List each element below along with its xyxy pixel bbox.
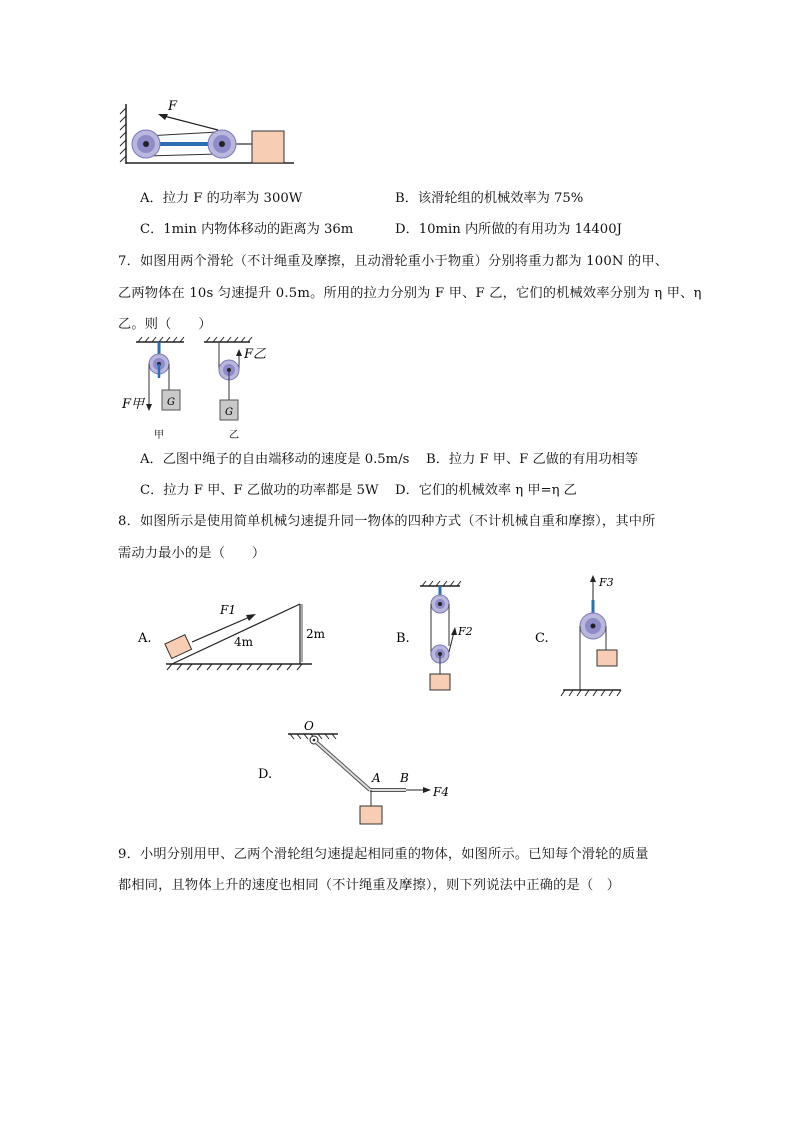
q7-option-c: C．拉力 F 甲、F 乙做功的功率都是 5W: [140, 483, 379, 498]
q8-b-label: B.: [396, 631, 410, 646]
q8-a-height: 2m: [306, 627, 326, 641]
q8-d-point-a: A: [372, 771, 381, 785]
q8-a-length: 4m: [234, 635, 254, 649]
q8-figure-d-lever: [256, 716, 456, 828]
q8-figure-c-pulley: [533, 570, 633, 698]
q8-stem-line2: 需动力最小的是（ ）: [118, 546, 266, 561]
q8-figure-a-incline: [136, 596, 326, 676]
q7-force-yi: F乙: [244, 347, 267, 362]
q6-pulley-figure: [118, 96, 318, 168]
q7-option-a: A．乙图中绳子的自由端移动的速度是 0.5m/s: [140, 452, 410, 467]
q7-option-d: D．它们的机械效率 η 甲=η 乙: [395, 483, 577, 498]
q6-option-d: D．10min 内所做的有用功为 14400J: [395, 222, 622, 237]
q8-d-pivot: O: [304, 719, 314, 733]
q8-c-label: C.: [535, 631, 549, 646]
q8-d-point-b: B: [400, 771, 409, 785]
q9-stem-line2: 都相同，且物体上升的速度也相同（不计绳重及摩擦），则下列说法中正确的是（ ）: [118, 878, 621, 893]
q7-stem-line3: 乙。则（ ）: [118, 317, 212, 332]
q6-option-b: B．该滑轮组的机械效率为 75%: [395, 191, 584, 206]
q8-c-force: F3: [599, 576, 614, 589]
q7-stem-line2: 乙两物体在 10s 匀速提升 0.5m。所用的拉力分别为 F 甲、F 乙，它们的机械效率分别为 η 甲、η: [118, 286, 702, 301]
q8-figure-b-pulley: [394, 580, 484, 692]
q7-weight-label-jia: G: [167, 397, 175, 408]
q6-option-c: C．1min 内物体移动的距离为 36m: [140, 222, 354, 237]
q8-d-label: D.: [258, 767, 273, 782]
q8-a-force: F1: [220, 603, 236, 617]
q7-pulley-figure: [118, 334, 278, 444]
q7-stem-line1: 7．如图用两个滑轮（不计绳重及摩擦，且动滑轮重小于物重）分别将重力都为 100N 的甲、: [118, 254, 669, 269]
q8-d-force: F4: [433, 785, 449, 799]
q8-stem-line1: 8．如图所示是使用简单机械匀速提升同一物体的四种方式（不计机械自重和摩擦），其中所: [118, 514, 656, 529]
q7-caption-yi: 乙: [229, 430, 239, 441]
q6-option-a: A．拉力 F 的功率为 300W: [140, 191, 303, 206]
q7-force-jia: F甲: [122, 397, 145, 412]
q8-a-label: A.: [138, 631, 152, 646]
q7-caption-jia: 甲: [154, 430, 164, 441]
q7-weight-label-yi: G: [225, 407, 233, 418]
q9-stem-line1: 9．小明分别用甲、乙两个滑轮组匀速提起相同重的物体，如图所示。已知每个滑轮的质量: [118, 847, 649, 862]
q7-option-b: B．拉力 F 甲、F 乙做的有用功相等: [426, 452, 639, 467]
q8-b-force: F2: [458, 625, 473, 638]
q6-force-label: F: [168, 99, 178, 114]
